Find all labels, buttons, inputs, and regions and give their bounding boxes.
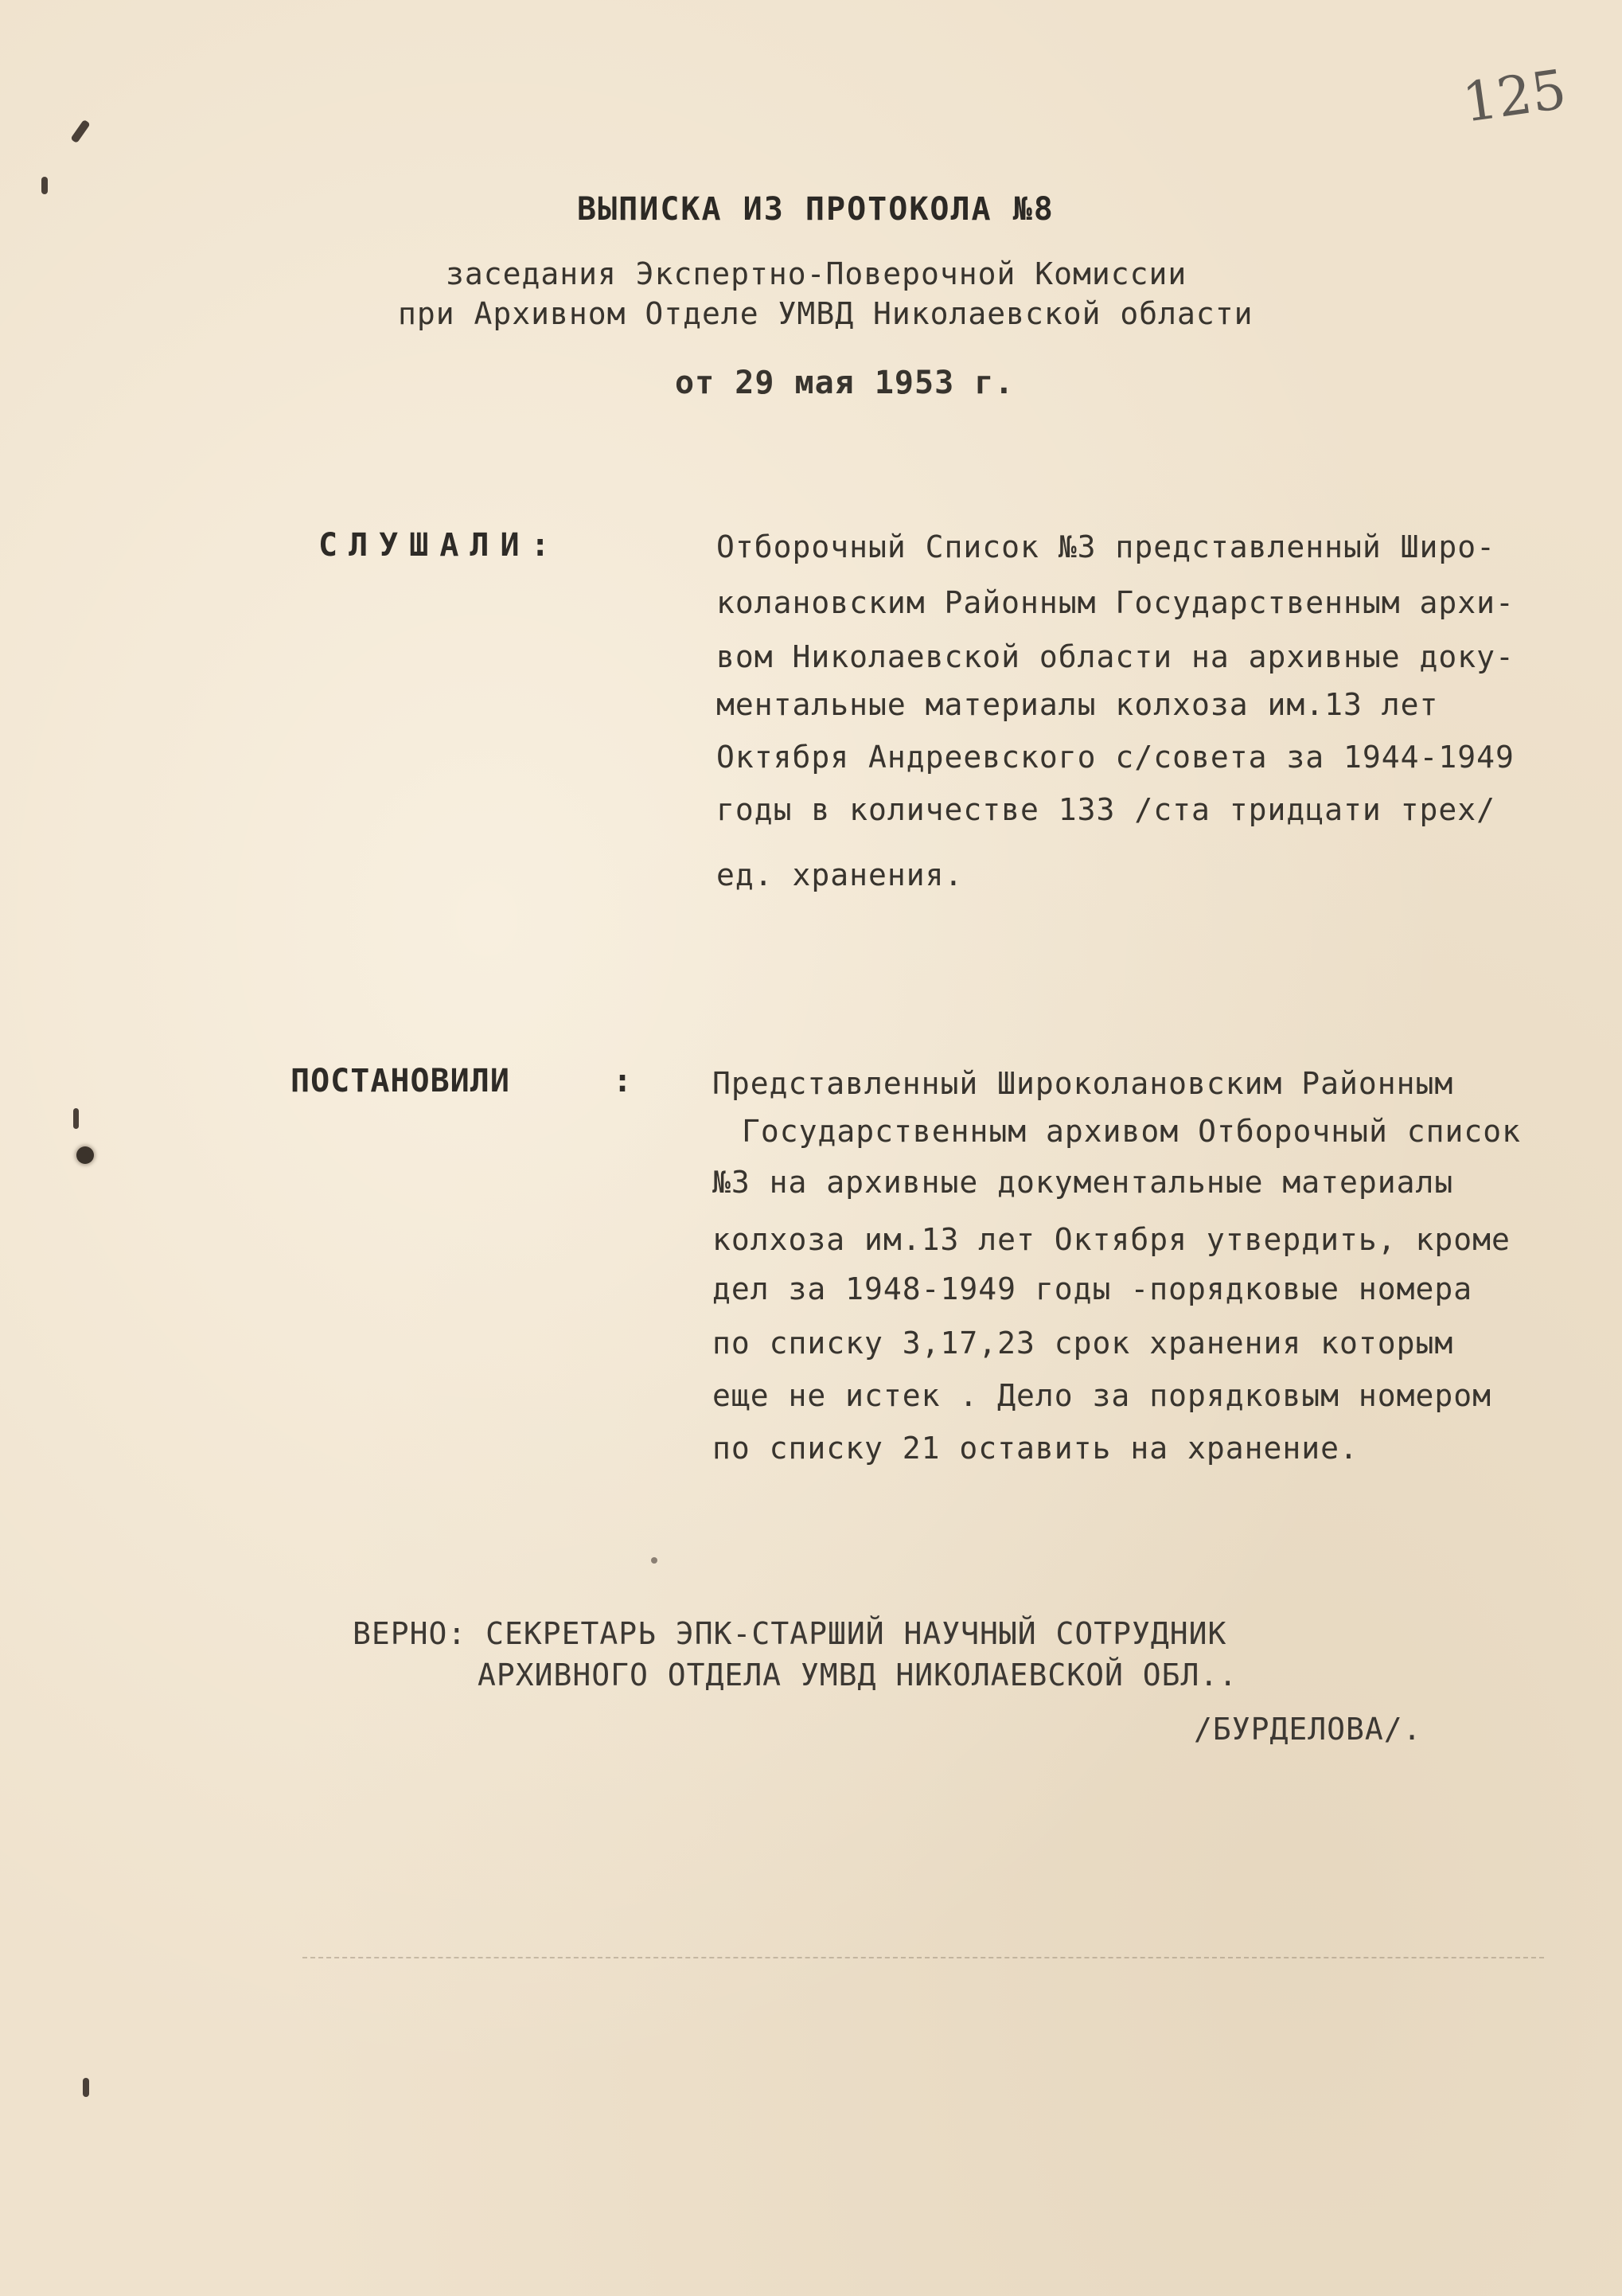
heard-line: вом Николаевской области на архивные доку- xyxy=(716,639,1515,674)
heard-line: Отборочный Список №3 представленный Широ- xyxy=(716,529,1495,564)
resolved-line: по списку 3,17,23 срок хранения которым xyxy=(712,1326,1454,1361)
document-subtitle-line1: заседания Экспертно-Поверочной Комиссии xyxy=(446,256,1187,291)
heard-line: ед. хранения. xyxy=(716,857,964,892)
heard-line: годы в количестве 133 /ста тридцати трех/ xyxy=(716,792,1495,827)
resolved-colon: : xyxy=(613,1063,634,1099)
resolved-line: Государственным архивом Отборочный список xyxy=(742,1114,1521,1149)
document-subtitle-line2: при Архивном Отделе УМВД Николаевской области xyxy=(398,296,1254,331)
signature: /БУРДЕЛОВА/. xyxy=(1194,1712,1422,1747)
resolved-label: ПОСТАНОВИЛИ xyxy=(290,1063,510,1099)
ink-speck xyxy=(651,1557,657,1564)
paper-fold-line xyxy=(302,1957,1544,1958)
heard-line: колановским Районным Государственным архи- xyxy=(716,585,1515,620)
certification-line1: ВЕРНО: СЕКРЕТАРЬ ЭПК-СТАРШИЙ НАУЧНЫЙ СОТРУДНИК xyxy=(353,1616,1227,1651)
binding-mark xyxy=(41,177,48,194)
binding-mark xyxy=(83,2078,89,2097)
resolved-line: колхоза им.13 лет Октября утвердить, кроме xyxy=(712,1222,1511,1257)
certification-line2: АРХИВНОГО ОТДЕЛА УМВД НИКОЛАЕВСКОЙ ОБЛ.. xyxy=(478,1658,1238,1693)
resolved-line: еще не истек . Дело за порядковым номером xyxy=(712,1378,1491,1413)
resolved-line: дел за 1948-1949 годы -порядковые номера xyxy=(712,1271,1473,1306)
binding-mark xyxy=(73,1108,79,1129)
resolved-line: по списку 21 оставить на хранение. xyxy=(712,1431,1359,1466)
punch-hole xyxy=(76,1146,94,1164)
resolved-line: №3 на архивные документальные материалы xyxy=(712,1165,1454,1200)
document-title: ВЫПИСКА ИЗ ПРОТОКОЛА №8 xyxy=(577,191,1055,228)
heard-line: ментальные материалы колхоза им.13 лет xyxy=(716,687,1439,722)
resolved-line: Представленный Широколановским Районным xyxy=(712,1066,1454,1101)
heard-label: СЛУШАЛИ: xyxy=(318,527,561,564)
document-date: от 29 мая 1953 г. xyxy=(675,365,1015,401)
heard-line: Октября Андреевского с/совета за 1944-1949 xyxy=(716,740,1515,775)
handwritten-page-number: 125 xyxy=(1459,58,1570,135)
binding-mark xyxy=(70,119,90,143)
